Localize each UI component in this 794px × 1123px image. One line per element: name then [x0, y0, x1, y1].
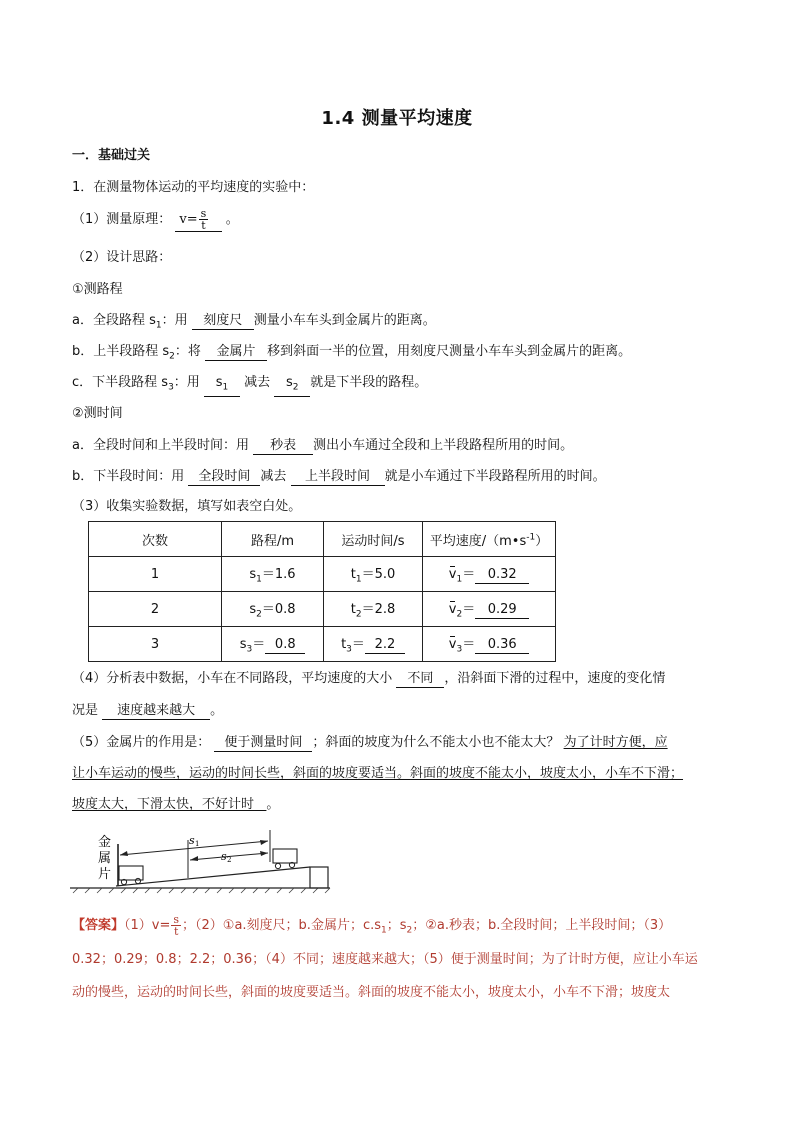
time-b-mid: 减去	[260, 469, 287, 484]
s1-subscript: 1	[195, 840, 200, 848]
table-header: 次数	[89, 522, 222, 557]
superscript: -1	[526, 532, 536, 543]
answer-blank: 金属片	[205, 344, 267, 361]
subscript: 1	[355, 574, 362, 585]
answer-blank: 全段时间	[188, 469, 260, 486]
answer-line-2: 0.32；0.29；0.8；2.2；0.36；（4）不同；速度越来越大；（5）便于测量时间；为了计时方便，应让小车运	[72, 952, 698, 967]
section-heading: 一．基础过关	[72, 148, 151, 163]
plate-label-2: 属	[98, 851, 112, 866]
cell-value: ＝	[462, 602, 476, 618]
answer-blank: 上半段时间	[291, 469, 385, 486]
cell-symbol: s	[249, 602, 257, 618]
cell-symbol: t	[350, 602, 356, 618]
cell-value: ＝0.8	[261, 602, 296, 618]
purpose-suffix: 。	[266, 797, 280, 812]
distance-a-line	[72, 311, 436, 336]
answer-blank: 秒表	[253, 438, 313, 455]
answer-blank: 0.29	[475, 602, 529, 619]
table-cell	[324, 627, 423, 662]
principle-prefix: （1）测量原理：	[72, 212, 172, 227]
cell-value: ＝5.0	[361, 567, 396, 583]
distance-c-line	[72, 373, 427, 398]
incline-surface	[116, 867, 310, 886]
fraction-denominator: t	[173, 925, 179, 938]
cell-value: ＝	[252, 637, 266, 653]
header-text: 平均速度/（m•s	[429, 533, 527, 549]
subscript: 2	[406, 925, 413, 936]
table-header: 运动时间/s	[324, 522, 423, 557]
answer-blank: 0.36	[475, 637, 529, 654]
time-a-prefix: a．全段时间和上半段时间：用	[72, 438, 249, 453]
fraction-numerator: s	[200, 207, 207, 220]
table-cell	[222, 627, 324, 662]
answer-text: ；（2）①a.刻度尺；b.金属片；c.s	[182, 918, 381, 933]
cell-symbol: t	[350, 567, 356, 583]
time-a-line	[72, 436, 573, 456]
fraction-numerator: s	[173, 913, 180, 926]
principle-suffix: 。	[225, 212, 239, 227]
analysis-suffix: ，沿斜面下滑的过程中，速度的变化情	[444, 671, 666, 686]
answer-blank: 0.8	[265, 637, 305, 654]
principle-fraction	[199, 208, 209, 231]
distance-a-mid: ：用	[161, 313, 188, 328]
distance-c-mid: ：用	[173, 375, 200, 390]
analysis-prefix: （4）分析表中数据，小车在不同路段，平均速度的大小	[72, 671, 393, 686]
table-cell: 3	[89, 627, 222, 662]
cell-symbol: v	[448, 602, 457, 618]
s1-label: s	[189, 834, 195, 847]
principle-v: v=	[179, 212, 198, 227]
blank-symbol: s	[215, 375, 223, 390]
table-cell	[423, 557, 556, 592]
distance-b-prefix: b．上半段路程 s	[72, 344, 170, 359]
cell-value: ＝	[462, 567, 476, 583]
table-cell	[324, 592, 423, 627]
subscript: 2	[169, 351, 175, 362]
plate-label-3: 片	[98, 867, 112, 882]
subscript: 3	[246, 644, 253, 655]
time-b-line	[72, 467, 606, 487]
distance-b-line	[72, 342, 631, 367]
measure-distance-heading: ①测路程	[72, 282, 123, 297]
subscript: 2	[355, 609, 362, 620]
subscript: 2	[292, 382, 299, 393]
cart-top	[273, 849, 297, 869]
table-row	[89, 592, 556, 627]
table-cell	[324, 557, 423, 592]
table-row	[89, 627, 556, 662]
purpose-prefix: （5）金属片的作用是：	[72, 735, 211, 750]
answer-fraction	[171, 914, 181, 937]
subscript: 3	[346, 644, 352, 655]
subscript: 2	[256, 609, 262, 620]
incline-diagram	[68, 822, 334, 896]
header-text: ）	[535, 533, 549, 549]
distance-c-mid2: 减去	[244, 375, 271, 390]
collect-data-heading: （3）收集实验数据，填写如表空白处。	[72, 499, 302, 514]
purpose-mid: ；斜面的坡度为什么不能太小也不能太大？	[312, 735, 560, 750]
distance-a-suffix: 测量小车车头到金属片的距离。	[253, 313, 436, 328]
principle-line	[72, 208, 239, 232]
answer-tag: 【答案】	[72, 918, 125, 933]
distance-b-mid: ：将	[174, 344, 201, 359]
answer-blank: 便于测量时间	[214, 735, 312, 752]
s2-label: s	[221, 850, 227, 863]
subscript: 3	[456, 644, 463, 655]
analysis-prefix: 况是	[72, 703, 99, 718]
cell-symbol: t	[341, 637, 347, 653]
table-row	[89, 557, 556, 592]
distance-c-prefix: c．下半段路程 s	[72, 375, 169, 390]
answer-text: （1）v=	[124, 918, 171, 933]
ground-hatching	[73, 888, 330, 893]
subscript: 1	[381, 925, 387, 936]
table-header	[423, 522, 556, 557]
answer-text: ；s	[386, 918, 407, 933]
answer-blank: 2.2	[365, 637, 405, 654]
data-table	[88, 521, 556, 662]
table-cell	[423, 627, 556, 662]
answer-blank: 0.32	[475, 567, 529, 584]
s2-subscript: 2	[227, 856, 232, 864]
plate-label-1: 金	[98, 835, 112, 850]
distance-c-suffix: 就是下半段的路程。	[310, 375, 428, 390]
time-b-prefix: b．下半段时间：用	[72, 469, 185, 484]
analysis-line-1	[72, 669, 665, 689]
answer-blank: 不同	[396, 671, 444, 688]
answer-line-1	[72, 914, 671, 941]
time-b-suffix: 就是小车通过下半段路程所用的时间。	[384, 469, 606, 484]
table-cell	[222, 557, 324, 592]
time-a-suffix: 测出小车通过全段和上半段路程所用的时间。	[313, 438, 574, 453]
answer-blank: 速度越来越大	[102, 703, 210, 720]
s2-arrowhead-right	[260, 851, 268, 856]
answer-text: ；②a.秒表；b.全段时间；上半段时间；（3）	[412, 918, 672, 933]
table-cell	[222, 592, 324, 627]
blank-symbol: s	[285, 375, 293, 390]
cell-symbol: s	[239, 637, 247, 653]
table-cell: 1	[89, 557, 222, 592]
purpose-line-1	[72, 733, 668, 753]
subscript: 1	[256, 574, 262, 585]
purpose-line-3	[72, 795, 279, 815]
cell-value: ＝1.6	[261, 567, 296, 583]
fraction-denominator: t	[201, 219, 206, 232]
subscript: 1	[155, 320, 162, 331]
cell-value: ＝	[462, 637, 476, 653]
cell-value: ＝2.8	[361, 602, 396, 618]
support-block	[310, 867, 328, 888]
question-stem: 1．在测量物体运动的平均速度的实验中：	[72, 180, 315, 195]
answer-underlined: 为了计时方便，应	[563, 735, 668, 750]
answer-blank: 刻度尺	[192, 313, 254, 330]
page-title: 1.4 测量平均速度	[321, 108, 473, 129]
cell-value: ＝	[351, 637, 365, 653]
answer-line-3: 动的慢些，运动的时间长些，斜面的坡度要适当。斜面的坡度不能太小，坡度太小，小车不下滑；坡度太	[72, 985, 671, 1000]
principle-blank	[175, 208, 221, 232]
purpose-line-2: 让小车运动的慢些，运动的时间长些，斜面的坡度要适当。斜面的坡度不能太小，坡度太小，小车不下滑；	[72, 766, 684, 781]
answer-blank	[204, 375, 240, 397]
analysis-suffix: 。	[210, 703, 224, 718]
table-header-row	[89, 522, 556, 557]
analysis-line-2	[72, 701, 223, 721]
subscript: 2	[456, 609, 463, 620]
cart-bottom	[119, 866, 143, 885]
table-cell: 2	[89, 592, 222, 627]
design-heading: （2）设计思路：	[72, 250, 172, 265]
cell-symbol: s	[249, 567, 257, 583]
distance-a-prefix: a．全段路程 s	[72, 313, 156, 328]
answer-underlined: 坡度太大，下滑太快，不好计时	[72, 797, 255, 812]
table-cell	[423, 592, 556, 627]
distance-b-suffix: 移到斜面一半的位置，用刻度尺测量小车车头到金属片的距离。	[267, 344, 632, 359]
subscript: 1	[456, 574, 463, 585]
subscript: 1	[222, 382, 229, 393]
cell-symbol: v	[448, 637, 457, 653]
table-header: 路程/m	[222, 522, 324, 557]
answer-blank	[274, 375, 310, 397]
measure-time-heading: ②测时间	[72, 406, 123, 421]
subscript: 3	[168, 382, 174, 393]
cell-symbol: v	[448, 567, 457, 583]
